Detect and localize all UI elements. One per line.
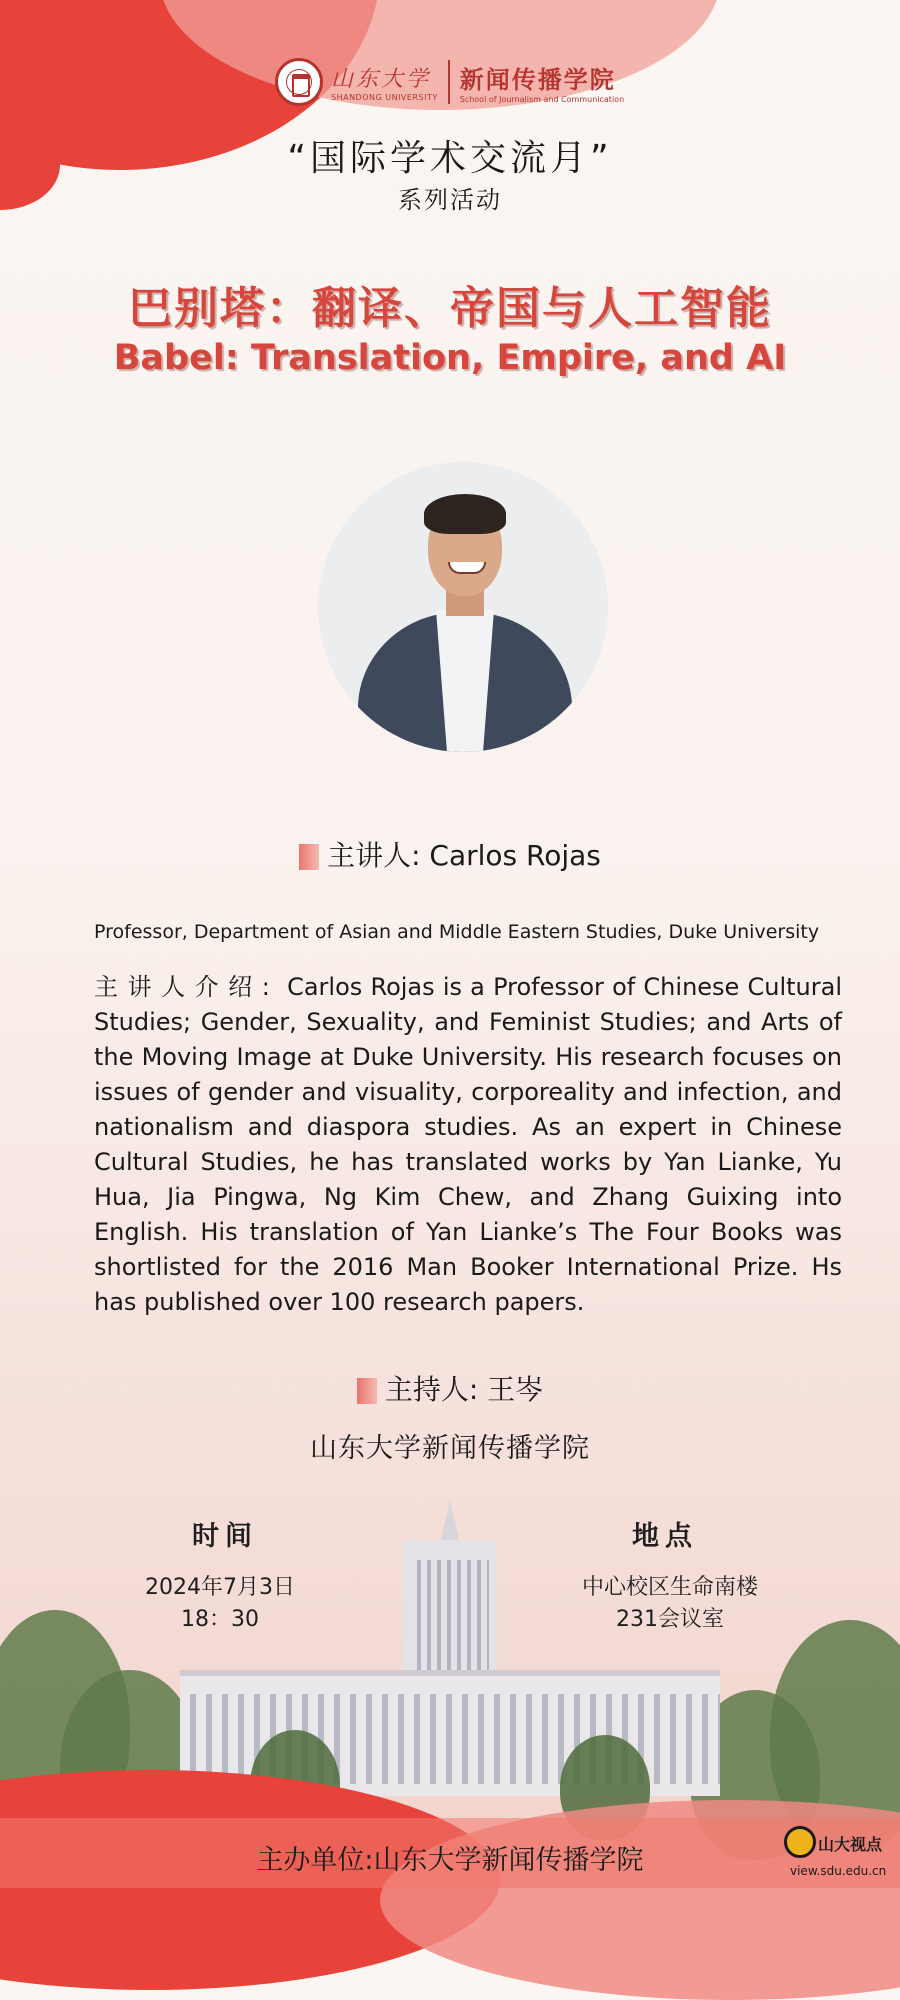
speaker-bio — [94, 970, 842, 1320]
event-date: 2024年7月3日 — [145, 1575, 295, 1600]
university-name-cn: 山东大学 — [331, 67, 432, 92]
bio-text: Carlos Rojas is a Professor of Chinese Cultural Studies; Gender, Sexuality, and Feminist Studies; and Arts of the Moving Image at Duke University. His research focuses on issues of gender and visuality, corporeality and infection, and nationalism and diaspora studies. As an expert in Chinese Cultural Studies, he has translated works by Yan Lianke, Yu Hua, Jia Pingwa, Ng Kim Chew, and Zhang Guixing into English. His translation of Yan Lianke’s The Four Books was shortlisted for the 2016 Man Booker International Prize. Hs has published over 100 research papers. — [94, 973, 842, 1316]
bio-label: 主讲人介绍: — [94, 973, 279, 1001]
organizer-text: 主办单位:山东大学新闻传播学院 — [256, 1845, 644, 1876]
speaker-line — [0, 834, 900, 874]
badge-text: 山大视点 — [818, 1835, 883, 1854]
university-name-en: SHANDONG UNIVERSITY — [331, 93, 438, 102]
place-label: 地点 — [632, 1521, 698, 1552]
speaker-label: 主讲人: — [327, 839, 421, 872]
school-name-cn: 新闻传播学院 — [459, 66, 616, 94]
host-name: 王岑 — [487, 1373, 544, 1406]
university-seal-icon — [275, 58, 323, 106]
series-subtitle: 系列活动 — [398, 186, 502, 214]
section-marker-icon — [357, 1378, 377, 1404]
header-logo — [275, 58, 624, 106]
place-building: 中心校区生命南楼 — [581, 1575, 758, 1600]
host-line — [0, 1368, 900, 1408]
time-label: 时间 — [192, 1521, 258, 1552]
place-room: 231会议室 — [616, 1607, 724, 1632]
sdu-view-badge — [780, 1818, 900, 1888]
eye-logo-icon — [784, 1826, 816, 1858]
talk-title-en: Babel: Translation, Empire, and AI — [113, 338, 787, 378]
speaker-portrait — [318, 462, 608, 752]
school-logo-text — [460, 60, 624, 104]
logo-divider — [448, 60, 450, 104]
speaker-name: Carlos Rojas — [429, 839, 601, 872]
section-marker-icon — [299, 844, 319, 870]
badge-url: view.sdu.edu.cn — [790, 1864, 887, 1878]
host-label: 主持人: — [384, 1373, 479, 1406]
speaker-position: Professor, Department of Asian and Middle Eastern Studies, Duke University — [94, 921, 820, 943]
school-name-en: School of Journalism and Communication — [459, 95, 625, 104]
series-title: “国际学术交流月” — [287, 138, 613, 179]
host-affiliation: 山东大学新闻传播学院 — [310, 1433, 590, 1464]
university-logo-text — [331, 62, 438, 102]
talk-title-cn: 巴别塔：翻译、帝国与人工智能 — [128, 283, 772, 334]
event-time: 18：30 — [181, 1607, 259, 1632]
